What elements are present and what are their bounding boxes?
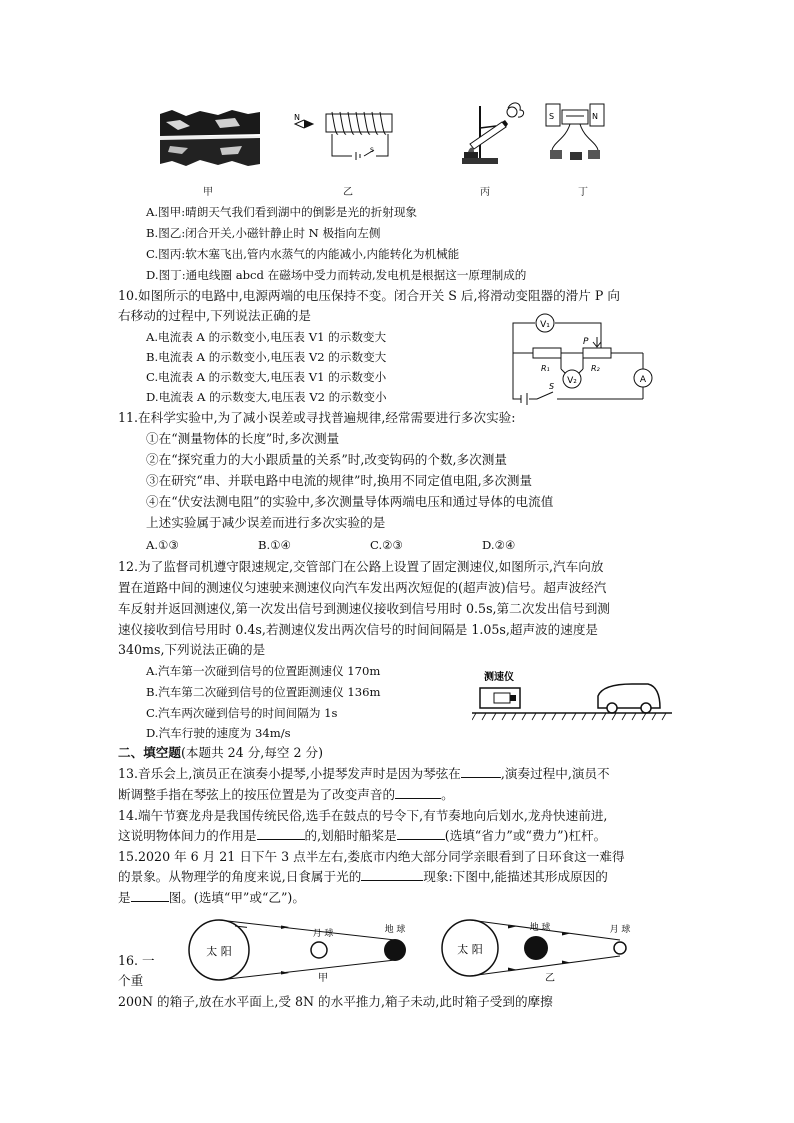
q13-text-d: 。: [441, 787, 454, 802]
q12-stem-line3: 车反射并返回测速仪,第一次发出信号到测速仪接收到信号用时 0.5s,第二次发出信号到测: [118, 601, 610, 616]
q15-text-c: 现象:下图中,能描述其形成原因的: [423, 869, 608, 884]
r1-label: R₁: [541, 364, 550, 373]
figure-yi-solenoid: [290, 108, 405, 170]
q15-line2: [118, 868, 608, 886]
q11-question: 上述实验属于减少误差而进行多次实验的是: [146, 515, 386, 530]
q15-blank-2[interactable]: [131, 889, 169, 902]
q15-line3: [118, 889, 305, 907]
q11-option-a: A.①③: [146, 538, 179, 552]
q13-text-b: ,演奏过程中,演员不: [500, 766, 610, 781]
earth-circle-jia: [384, 939, 406, 961]
eclipse-diagram-jia: [185, 918, 415, 984]
q14-blank-2[interactable]: [397, 827, 445, 840]
q9-option-d: D.图丁:通电线圈 abcd 在磁场中受力而转动,发电机是根据这一原理制成的: [146, 268, 527, 282]
sun-label-jia: 太 阳: [206, 945, 232, 958]
q10-option-c: C.电流表 A 的示数变大,电压表 V1 的示数变小: [146, 370, 387, 384]
q15-line1: 15.2020 年 6 月 21 日下午 3 点半左右,娄底市内绝大部分同学亲眼看到了日环食这一难得: [118, 849, 625, 864]
voltmeter-v1-label: V₁: [540, 320, 550, 330]
q10-stem-line2: 右移动的过程中,下列说法正确的是: [118, 308, 311, 323]
figure-label-jia: 甲: [203, 187, 213, 198]
figure-ding-motor: [540, 98, 620, 170]
motor-coil-diagram: [540, 98, 620, 170]
q9-option-b: B.图乙:闭合开关,小磁针静止时 N 极指向左侧: [146, 226, 381, 240]
q16-text-b: 个重: [118, 973, 144, 988]
sun-label-yi: 太 阳: [457, 943, 483, 956]
voltmeter-v2-label: V₂: [567, 376, 577, 386]
q11-option-b: B.①④: [258, 538, 291, 552]
q14-text-c: 的,划船时船桨是: [304, 828, 397, 843]
eclipse-label-yi: 乙: [545, 973, 555, 984]
section-2-title: 二、填空题: [118, 745, 181, 760]
q12-stem-line4: 速仪接收到信号用时 0.4s,若测速仪发出两次信号的时间间隔是 1.05s,超声波的速度是: [118, 622, 599, 637]
q10-circuit-diagram: [505, 313, 655, 409]
q11-item-4: ④在“伏安法测电阻”的实验中,多次测量导体两端电压和通过导体的电流值: [146, 494, 554, 509]
figure-bing-steam-cork: [450, 100, 530, 168]
q12-option-a: A.汽车第一次碰到信号的位置距测速仪 170m: [146, 664, 381, 678]
q14-text-d: (选填“省力”或“费力”)杠杆。: [444, 828, 607, 843]
q14-line1: 14.端午节赛龙舟是我国传统民俗,选手在鼓点的号令下,有节奏地向后划水,龙舟快速前进,: [118, 808, 608, 823]
q14-line2: [118, 827, 606, 845]
svg-text:N: N: [592, 112, 598, 121]
q9-option-c: C.图丙:软木塞飞出,管内水蒸气的内能减小,内能转化为机械能: [146, 247, 460, 261]
q14-blank-1[interactable]: [257, 827, 305, 840]
q11-item-2: ②在“探究重力的大小跟质量的关系”时,改变钩码的个数,多次测量: [146, 452, 507, 467]
section-2-heading: [118, 744, 323, 762]
moon-label-yi: 月 球: [609, 925, 631, 935]
q16-text-c: 200N 的箱子,放在水平面上,受 8N 的水平推力,箱子未动,此时箱子受到的摩擦: [118, 994, 553, 1009]
q11-stem: 11.在科学实验中,为了减小误差或寻找普遍规律,经常需要进行多次实验:: [118, 410, 516, 425]
r2-label: R₂: [591, 364, 600, 373]
q16-text-a: 16. 一: [118, 953, 155, 968]
q13-line1: [118, 765, 610, 783]
resistor-r1: [533, 348, 561, 358]
eclipse-label-jia: 甲: [318, 973, 328, 984]
q10-option-d: D.电流表 A 的示数变大,电压表 V2 的示数变小: [146, 390, 387, 404]
q12-stem-line1: 12.为了监督司机遵守限速规定,交管部门在公路上设置了固定测速仪,如图所示,汽车向放: [118, 559, 604, 574]
moon-circle-yi: [614, 942, 626, 954]
earth-label-jia: 地 球: [384, 925, 406, 935]
q9-option-a: A.图甲:晴朗天气我们看到湖中的倒影是光的折射现象: [146, 205, 418, 219]
figure-label-yi: 乙: [343, 187, 353, 198]
q15-blank-1[interactable]: [361, 868, 423, 881]
eclipse-diagram-yi: [438, 918, 638, 984]
q11-option-d: D.②④: [482, 538, 516, 552]
q13-text-c: 断调整手指在琴弦上的按压位置是为了改变声音的: [118, 787, 396, 802]
moon-label-jia: 月 球: [312, 929, 334, 939]
q15-text-d: 是: [118, 890, 131, 905]
speed-detector-label: 测速仪: [484, 672, 514, 683]
q13-line2: [118, 786, 454, 804]
earth-circle-yi: [524, 936, 548, 960]
resistor-r2: [583, 348, 611, 358]
switch-s-label: S: [549, 382, 555, 391]
lake-reflection-image: [160, 108, 260, 168]
q13-blank-1[interactable]: [461, 765, 501, 778]
svg-text:N: N: [294, 113, 300, 122]
q12-stem-line2: 置在道路中间的测速仪匀速驶来测速仪向汽车发出两次短促的(超声波)信号。超声波经汽: [118, 580, 607, 595]
q11-option-c: C.②③: [370, 538, 403, 552]
q12-option-b: B.汽车第二次碰到信号的位置距测速仪 136m: [146, 685, 381, 699]
svg-text:S: S: [370, 147, 374, 154]
slider-p-label: P: [583, 337, 589, 347]
earth-label-yi: 地 球: [529, 923, 551, 933]
q11-item-3: ③在研究“串、并联电路中电流的规律”时,换用不同定值电阻,多次测量: [146, 473, 533, 488]
ammeter-label: A: [639, 375, 647, 385]
q10-option-b: B.电流表 A 的示数变小,电压表 V2 的示数变大: [146, 350, 387, 364]
solenoid-circuit-diagram: [290, 108, 405, 170]
q10-option-a: A.电流表 A 的示数变小,电压表 V1 的示数变大: [146, 330, 387, 344]
q13-text-a: 13.音乐会上,演员正在演奏小提琴,小提琴发声时是因为琴弦在: [118, 766, 461, 781]
test-tube-heating-diagram: [450, 100, 530, 168]
q12-option-d: D.汽车行驶的速度为 34m/s: [146, 726, 291, 740]
q10-stem-line1: 10.如图所示的电路中,电源两端的电压保持不变。闭合开关 S 后,将滑动变阻器的滑片 P 向: [118, 288, 620, 303]
q11-item-1: ①在“测量物体的长度”时,多次测量: [146, 431, 340, 446]
figure-label-bing: 丙: [480, 187, 490, 198]
moon-circle-jia: [311, 942, 327, 958]
q14-text-b: 这说明物体间力的作用是: [118, 828, 257, 843]
q12-stem-line5: 340ms,下列说法正确的是: [118, 642, 266, 657]
figure-label-ding: 丁: [578, 187, 588, 198]
q15-text-e: 图。(选填“甲”或“乙”)。: [168, 890, 305, 905]
svg-text:S: S: [549, 112, 555, 121]
q13-blank-2[interactable]: [395, 786, 441, 799]
q12-speed-detector-diagram: [472, 668, 672, 722]
q15-text-b: 的景象。从物理学的角度来说,日食属于光的: [118, 869, 362, 884]
section-2-note: (本题共 24 分,每空 2 分): [180, 745, 324, 760]
q12-option-c: C.汽车两次碰到信号的时间间隔为 1s: [146, 706, 338, 720]
car: [598, 684, 660, 708]
figure-jia-lake-reflection: [160, 108, 260, 168]
